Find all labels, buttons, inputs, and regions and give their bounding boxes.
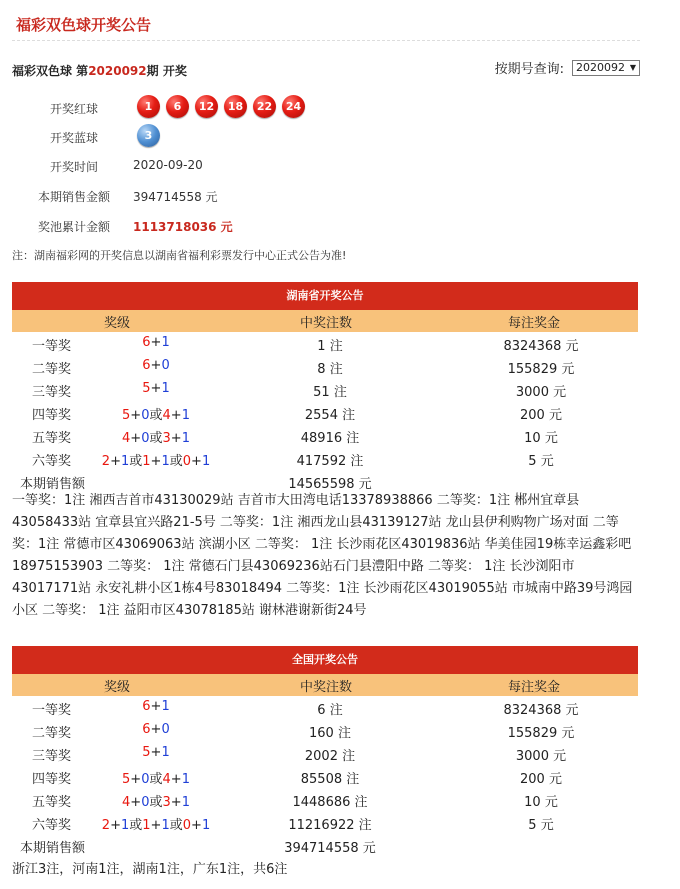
rule-part: 或 xyxy=(169,818,183,833)
prize-rule xyxy=(76,381,236,396)
prize-amount: 10 元 xyxy=(524,795,558,810)
red-ball: 1 xyxy=(137,95,160,118)
issue-prefix: 福彩双色球 第 xyxy=(12,64,89,78)
national-prize-table xyxy=(12,697,638,835)
prize-count: 1 注 xyxy=(317,339,343,354)
red-ball: 22 xyxy=(253,95,276,118)
prize-level: 一等奖 xyxy=(32,339,72,354)
rule-part: 6 xyxy=(142,699,151,714)
prize-rule xyxy=(76,791,236,810)
col-amount: 每注奖金 xyxy=(508,316,561,331)
prize-row xyxy=(12,402,638,425)
rule-part: 1 xyxy=(142,818,151,833)
prize-count: 417592 注 xyxy=(296,454,364,469)
prize-level: 二等奖 xyxy=(32,726,72,741)
national-sales-value: 394714558 元 xyxy=(284,841,376,856)
rule-part: 0 xyxy=(141,795,150,810)
panel-title: 福彩双色球开奖公告 xyxy=(16,16,152,34)
draw-time-value: 2020-09-20 xyxy=(133,158,203,172)
rule-part: 1 xyxy=(201,454,211,469)
hunan-prize-table xyxy=(12,333,638,471)
rule-part: + xyxy=(130,772,142,787)
rule-part: + xyxy=(170,795,182,810)
prize-amount: 3000 元 xyxy=(515,749,567,764)
national-sales-label: 本期销售额 xyxy=(20,841,86,856)
rule-part: 5 xyxy=(142,381,151,396)
prize-rule xyxy=(76,722,236,737)
rule-part: + xyxy=(130,431,142,446)
red-ball: 18 xyxy=(224,95,247,118)
rule-part: + xyxy=(150,335,162,350)
prize-rule xyxy=(76,745,236,760)
prize-level: 一等奖 xyxy=(32,703,72,718)
sales-label: 本期销售金额 xyxy=(37,190,110,204)
prize-count: 8 注 xyxy=(317,362,343,377)
rule-part: + xyxy=(130,795,142,810)
hunan-sales-label: 本期销售额 xyxy=(20,477,86,492)
rule-part: + xyxy=(130,408,142,423)
prize-row xyxy=(12,379,638,402)
rule-part: 5 xyxy=(142,745,151,760)
col-amount: 每注奖金 xyxy=(508,680,561,695)
rule-part: 1 xyxy=(181,772,190,787)
prize-count: 11216922 注 xyxy=(288,818,372,833)
red-ball: 6 xyxy=(166,95,189,118)
prize-row xyxy=(12,697,638,720)
prize-rule xyxy=(76,699,236,714)
prize-level: 六等奖 xyxy=(32,818,72,833)
rule-part: + xyxy=(150,699,162,714)
rule-part: 6 xyxy=(142,335,151,350)
title-divider xyxy=(12,40,640,41)
prize-count: 6 注 xyxy=(317,703,343,718)
prize-count: 1448686 注 xyxy=(292,795,368,810)
rule-part: + xyxy=(150,381,162,396)
blue-balls xyxy=(137,124,160,147)
national-section-title: 全国开奖公告 xyxy=(12,646,638,674)
rule-part: 1 xyxy=(120,818,130,833)
rule-part: + xyxy=(191,454,202,469)
rule-part: 1 xyxy=(120,454,130,469)
prize-amount: 10 元 xyxy=(524,431,558,446)
rule-part: 1 xyxy=(181,795,190,810)
rule-part: 0 xyxy=(141,431,150,446)
rule-part: 6 xyxy=(142,722,151,737)
prize-row xyxy=(12,333,638,356)
prize-count: 2554 注 xyxy=(304,408,356,423)
rule-part: + xyxy=(170,772,182,787)
pool-value: 1113718036 元 xyxy=(133,220,233,234)
prize-rule xyxy=(76,404,236,423)
rule-part: 1 xyxy=(161,454,170,469)
rule-part: 4 xyxy=(122,795,131,810)
query-label: 按期号查询: xyxy=(494,62,564,77)
rule-part: 2 xyxy=(101,818,111,833)
prize-row xyxy=(12,789,638,812)
hunan-section-title: 湖南省开奖公告 xyxy=(12,282,638,310)
red-ball: 12 xyxy=(195,95,218,118)
prize-amount: 155829 元 xyxy=(507,726,575,741)
rule-part: 或 xyxy=(149,431,163,446)
rule-part: 4 xyxy=(162,772,171,787)
prize-rule xyxy=(76,814,236,833)
rule-part: 或 xyxy=(169,454,183,469)
prize-count: 48916 注 xyxy=(300,431,360,446)
rule-part: 0 xyxy=(182,818,192,833)
pool-label: 奖池累计金额 xyxy=(37,220,110,234)
sales-row xyxy=(0,188,400,206)
rule-part: + xyxy=(150,818,162,833)
rule-part: 4 xyxy=(162,408,171,423)
rule-part: 1 xyxy=(181,431,190,446)
rule-part: 1 xyxy=(142,454,151,469)
issue-select-value: 2020092 xyxy=(576,61,625,74)
prize-count: 51 注 xyxy=(313,385,347,400)
prize-amount: 155829 元 xyxy=(507,362,575,377)
red-balls xyxy=(137,95,305,118)
prize-amount: 8324368 元 xyxy=(503,339,579,354)
draw-time-label: 开奖时间 xyxy=(49,160,98,174)
rule-part: 或 xyxy=(149,408,163,423)
prize-count: 85508 注 xyxy=(300,772,360,787)
prize-amount: 200 元 xyxy=(520,408,562,423)
red-balls-label: 开奖红球 xyxy=(49,102,98,116)
issue-query xyxy=(495,58,640,77)
hunan-sales-value: 14565598 元 xyxy=(288,477,372,492)
rule-part: 1 xyxy=(161,745,170,760)
national-sales-total xyxy=(12,835,638,857)
hunan-winners-text: 一等奖：1注 湘西吉首市43130029站 吉首市大田湾电话13378938866 二等奖：1注 郴州宜章县43058433站 宜章县宜兴路21-5号 二等奖：1注 湘西龙山县43139127站 龙山县伊利购物广场对面 二等奖：1注 常德市区43069063站 滨湖小区 二等奖： 1注 长沙雨花区43019836站 华美佳园19栋幸运鑫彩吧18975153903 二等奖： 1注 常德石门县43069236站石门县澧阳中路 二等奖： 1注 长沙浏阳市43017171站 永安礼耕小区1栋4号83018494 二等奖：1注 长沙雨花区43019055站 市城南中路39号鸿园小区 二等奖： 1注 益阳市区43078185站 谢林港谢新街24号 xyxy=(12,493,633,618)
rule-part: + xyxy=(110,818,121,833)
prize-amount: 5 元 xyxy=(528,454,554,469)
issue-line xyxy=(12,62,187,79)
rule-part: 0 xyxy=(141,408,150,423)
prize-rule xyxy=(76,358,236,373)
prize-rule xyxy=(76,450,236,469)
prize-row xyxy=(12,766,638,789)
prize-row xyxy=(12,425,638,448)
prize-level: 五等奖 xyxy=(32,795,72,810)
rule-part: 1 xyxy=(181,408,190,423)
hunan-column-header xyxy=(12,310,638,332)
col-count: 中奖注数 xyxy=(300,316,353,331)
prize-row xyxy=(12,743,638,766)
national-column-header xyxy=(12,674,638,696)
rule-part: 1 xyxy=(161,818,170,833)
col-count: 中奖注数 xyxy=(300,680,353,695)
prize-rule xyxy=(76,768,236,787)
issue-number: 2020092 xyxy=(88,64,147,78)
pool-row xyxy=(0,218,400,236)
rule-part: + xyxy=(150,745,162,760)
rule-part: + xyxy=(150,358,162,373)
rule-part: 2 xyxy=(101,454,111,469)
sales-value: 394714558 元 xyxy=(133,190,218,204)
red-ball: 24 xyxy=(282,95,305,118)
rule-part: 或 xyxy=(129,818,143,833)
prize-amount: 5 元 xyxy=(528,818,554,833)
rule-part: 或 xyxy=(149,795,163,810)
rule-part: 或 xyxy=(129,454,143,469)
issue-suffix: 期 开奖 xyxy=(146,64,187,78)
rule-part: 5 xyxy=(122,772,131,787)
prize-row xyxy=(12,720,638,743)
blue-ball: 3 xyxy=(137,124,160,147)
prize-amount: 200 元 xyxy=(520,772,562,787)
col-level: 奖级 xyxy=(104,680,131,695)
prize-level: 六等奖 xyxy=(32,454,72,469)
rule-part: 或 xyxy=(149,772,163,787)
prize-rule xyxy=(76,335,236,350)
rule-part: 1 xyxy=(161,381,170,396)
blue-balls-label: 开奖蓝球 xyxy=(49,131,98,145)
rule-part: 0 xyxy=(182,454,192,469)
prize-row xyxy=(12,812,638,835)
rule-part: 1 xyxy=(161,335,170,350)
prize-rule xyxy=(76,427,236,446)
rule-part: 5 xyxy=(122,408,131,423)
prize-level: 二等奖 xyxy=(32,362,72,377)
rule-part: 0 xyxy=(161,358,170,373)
prize-row xyxy=(12,356,638,379)
blue-balls-row xyxy=(0,126,400,150)
rule-part: + xyxy=(191,818,202,833)
prize-level: 三等奖 xyxy=(32,385,72,400)
rule-part: 1 xyxy=(161,699,170,714)
rule-part: + xyxy=(150,454,162,469)
prize-level: 四等奖 xyxy=(32,772,72,787)
rule-part: + xyxy=(170,408,182,423)
prize-count: 2002 注 xyxy=(304,749,356,764)
prize-amount: 8324368 元 xyxy=(503,703,579,718)
rule-part: + xyxy=(150,722,162,737)
disclaimer-note: 注：湖南福彩网的开奖信息以湖南省福利彩票发行中心正式公告为准! xyxy=(12,249,347,262)
rule-part: + xyxy=(170,431,182,446)
prize-level: 五等奖 xyxy=(32,431,72,446)
prize-level: 四等奖 xyxy=(32,408,72,423)
national-distribution-text: 浙江3注，河南1注，湖南1注，广东1注，共6注 xyxy=(12,862,288,877)
prize-level: 三等奖 xyxy=(32,749,72,764)
rule-part: 6 xyxy=(142,358,151,373)
red-balls-row xyxy=(0,97,400,121)
chevron-down-icon: ▼ xyxy=(629,63,636,72)
rule-part: 3 xyxy=(162,795,171,810)
prize-amount: 3000 元 xyxy=(515,385,567,400)
prize-count: 160 注 xyxy=(309,726,351,741)
rule-part: 4 xyxy=(122,431,131,446)
rule-part: 3 xyxy=(162,431,171,446)
rule-part: 0 xyxy=(161,722,170,737)
rule-part: 0 xyxy=(141,772,150,787)
draw-time-row xyxy=(0,158,400,176)
col-level: 奖级 xyxy=(104,316,131,331)
issue-select[interactable] xyxy=(572,60,640,76)
rule-part: 1 xyxy=(201,818,211,833)
rule-part: + xyxy=(110,454,121,469)
prize-row xyxy=(12,448,638,471)
